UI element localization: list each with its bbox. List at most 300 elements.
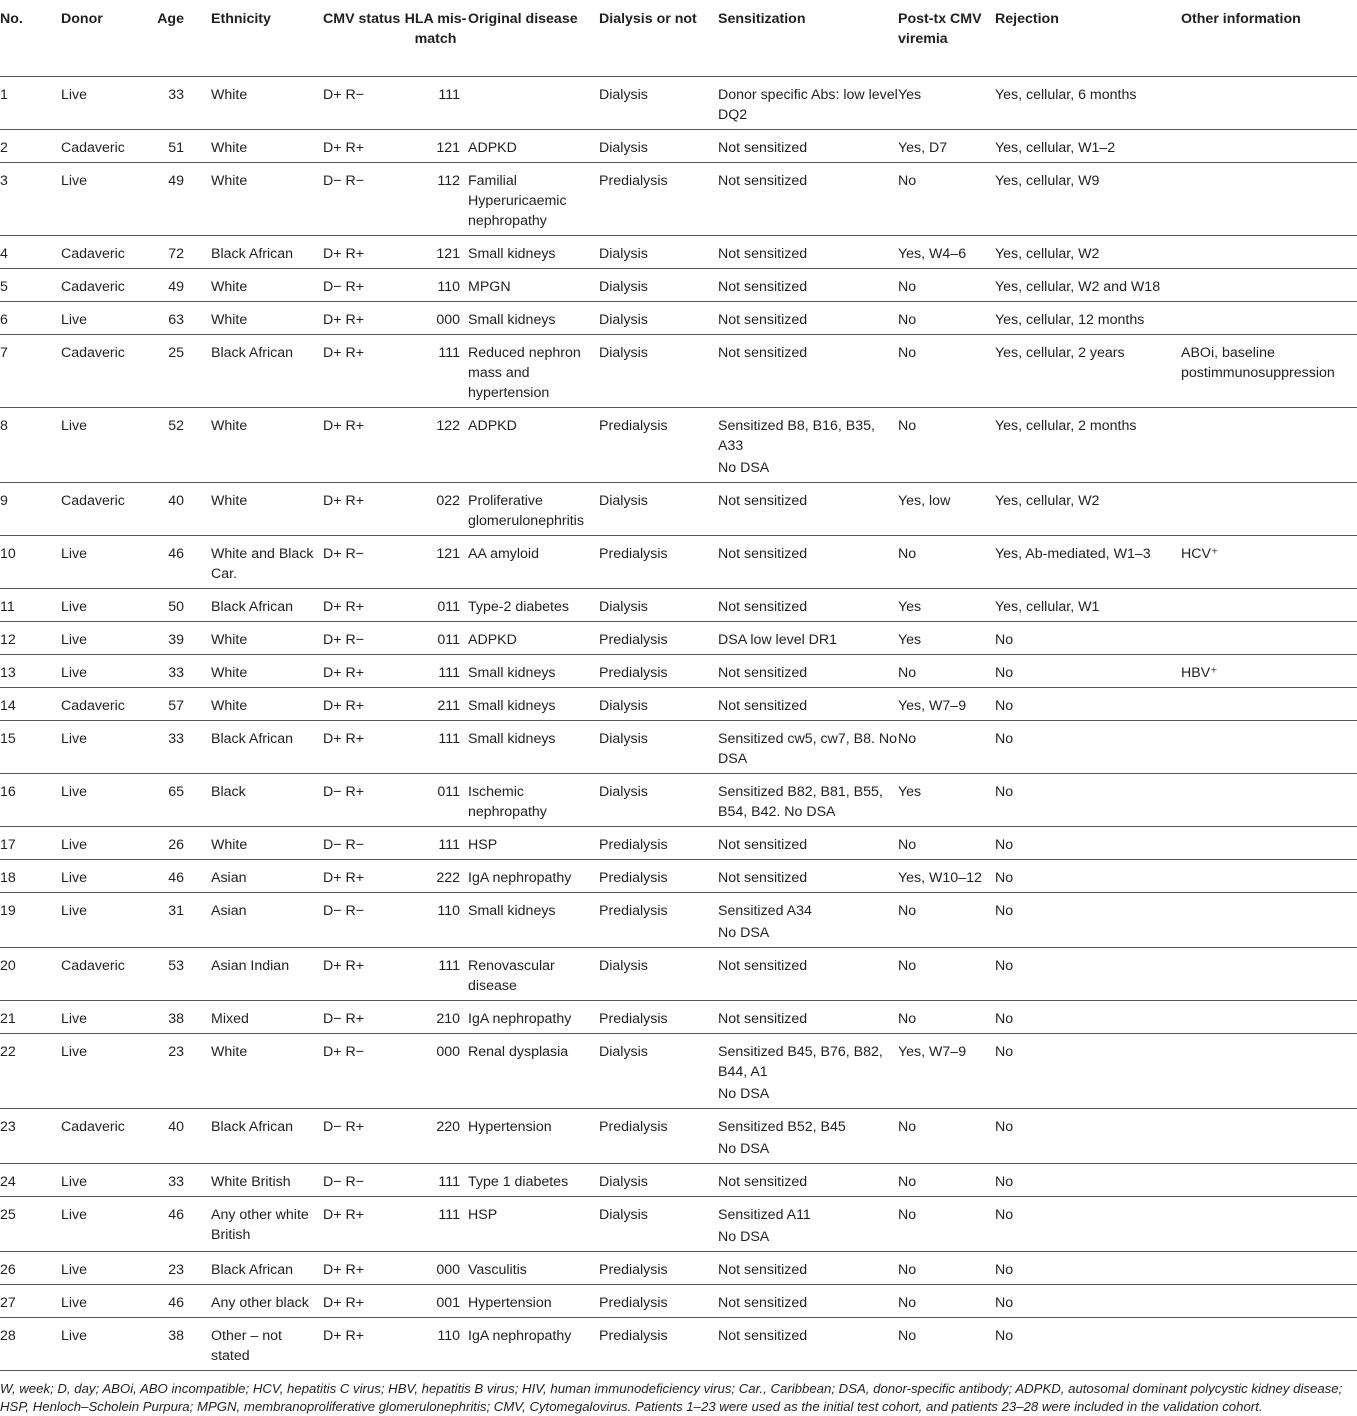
cell-no: 15 [0, 720, 61, 773]
cell-donor: Live [61, 654, 144, 687]
sensitization-text: Not sensitized [718, 278, 808, 295]
sensitization-text: Not sensitized [718, 1327, 808, 1344]
cell-ethnicity: Black African [211, 1251, 323, 1284]
cell-no: 23 [0, 1108, 61, 1163]
cell-dialysis: Predialysis [599, 1317, 718, 1370]
cell-donor: Live [61, 621, 144, 654]
cell-rejection: Yes, Ab-mediated, W1–3 [995, 535, 1181, 588]
cell-ethnicity: White [211, 129, 323, 162]
sensitization-text: Sensitized A11 [718, 1206, 811, 1223]
table-row [0, 1033, 1357, 1108]
cell-post-tx-cmv-viremia: No [898, 720, 995, 773]
cell-age: 33 [144, 720, 211, 773]
cell-rejection: No [995, 720, 1181, 773]
sensitization-text: Not sensitized [718, 311, 808, 328]
cell-no: 13 [0, 654, 61, 687]
cell-hla-mismatch: 000 [403, 301, 468, 334]
cell-original-disease: Small kidneys [468, 301, 599, 334]
cell-post-tx-cmv-viremia: No [898, 162, 995, 235]
sensitization-text: Sensitized B45, B76, B82, B44, A1 [718, 1043, 883, 1080]
cell-dialysis: Predialysis [599, 1251, 718, 1284]
cell-dialysis: Dialysis [599, 301, 718, 334]
cell-hla-mismatch: 001 [403, 1284, 468, 1317]
table-row [0, 621, 1357, 654]
cell-rejection: Yes, cellular, 2 years [995, 334, 1181, 407]
cell-ethnicity: Asian Indian [211, 947, 323, 1000]
cell-donor: Cadaveric [61, 235, 144, 268]
cell-age: 53 [144, 947, 211, 1000]
cell-donor: Live [61, 1251, 144, 1284]
cell-original-disease: Ischemic nephropathy [468, 773, 599, 826]
cell-original-disease: AA amyloid [468, 535, 599, 588]
cell-dialysis: Predialysis [599, 1284, 718, 1317]
cell-age: 26 [144, 826, 211, 859]
cell-ethnicity: Black African [211, 334, 323, 407]
cell-ethnicity: Black African [211, 588, 323, 621]
cell-sensitization [718, 654, 898, 687]
cell-no: 4 [0, 235, 61, 268]
cell-original-disease: HSP [468, 1196, 599, 1251]
cell-ethnicity: Black African [211, 720, 323, 773]
cell-donor: Live [61, 892, 144, 947]
cell-sensitization [718, 892, 898, 947]
cell-cmv-status: D+ R+ [323, 301, 403, 334]
cell-cmv-status: D+ R+ [323, 407, 403, 482]
cell-age: 46 [144, 1284, 211, 1317]
cell-no: 21 [0, 1000, 61, 1033]
cell-rejection: No [995, 1163, 1181, 1196]
cell-age: 33 [144, 654, 211, 687]
cell-dialysis: Dialysis [599, 1033, 718, 1108]
cell-dialysis: Dialysis [599, 129, 718, 162]
cell-cmv-status: D− R+ [323, 1000, 403, 1033]
cell-age: 46 [144, 1196, 211, 1251]
sensitization-dsa-note: No DSA [718, 924, 770, 941]
cell-sensitization [718, 268, 898, 301]
header-rejection: Rejection [995, 0, 1181, 76]
cell-cmv-status: D− R− [323, 892, 403, 947]
cell-sensitization [718, 535, 898, 588]
cell-other-information: ABOi, baseline postimmunosuppression [1181, 334, 1357, 407]
cell-other-information [1181, 1033, 1357, 1108]
cell-dialysis: Predialysis [599, 859, 718, 892]
cell-ethnicity: White [211, 826, 323, 859]
cell-dialysis: Dialysis [599, 720, 718, 773]
cell-hla-mismatch: 110 [403, 1317, 468, 1370]
sensitization-text: Not sensitized [718, 598, 808, 615]
cell-ethnicity: Mixed [211, 1000, 323, 1033]
table-row [0, 1284, 1357, 1317]
cell-donor: Live [61, 1317, 144, 1370]
cell-original-disease: Type 1 diabetes [468, 1163, 599, 1196]
cell-no: 11 [0, 588, 61, 621]
cell-dialysis: Predialysis [599, 892, 718, 947]
cell-sensitization [718, 588, 898, 621]
sensitization-dsa-note: No DSA [718, 1228, 770, 1245]
cell-age: 40 [144, 482, 211, 535]
cell-hla-mismatch: 111 [403, 334, 468, 407]
cell-other-information [1181, 407, 1357, 482]
table-row [0, 76, 1357, 129]
cell-sensitization [718, 947, 898, 1000]
cell-dialysis: Predialysis [599, 1000, 718, 1033]
cell-post-tx-cmv-viremia: Yes, low [898, 482, 995, 535]
cell-rejection: Yes, cellular, W2 [995, 482, 1181, 535]
cell-post-tx-cmv-viremia: No [898, 1317, 995, 1370]
cell-hla-mismatch: 121 [403, 535, 468, 588]
cell-no: 3 [0, 162, 61, 235]
cell-age: 49 [144, 162, 211, 235]
cell-rejection: No [995, 859, 1181, 892]
cell-cmv-status: D+ R+ [323, 482, 403, 535]
cell-donor: Cadaveric [61, 1108, 144, 1163]
cell-post-tx-cmv-viremia: No [898, 1196, 995, 1251]
sensitization-text: Not sensitized [718, 869, 808, 886]
cell-cmv-status: D+ R+ [323, 687, 403, 720]
cell-other-information [1181, 1284, 1357, 1317]
cell-post-tx-cmv-viremia: No [898, 1108, 995, 1163]
sensitization-dsa-note: No DSA [718, 1085, 770, 1102]
sensitization-text: Not sensitized [718, 344, 808, 361]
table-row [0, 947, 1357, 1000]
cell-hla-mismatch: 111 [403, 720, 468, 773]
cell-rejection: No [995, 1108, 1181, 1163]
table-row [0, 1317, 1357, 1370]
cell-sensitization [718, 1163, 898, 1196]
cell-dialysis: Predialysis [599, 407, 718, 482]
cell-age: 57 [144, 687, 211, 720]
cell-post-tx-cmv-viremia: No [898, 947, 995, 1000]
table-row [0, 588, 1357, 621]
cell-sensitization [718, 235, 898, 268]
cell-ethnicity: White [211, 654, 323, 687]
cell-dialysis: Dialysis [599, 1196, 718, 1251]
cell-other-information [1181, 129, 1357, 162]
cell-no: 19 [0, 892, 61, 947]
cell-post-tx-cmv-viremia: No [898, 1251, 995, 1284]
cell-cmv-status: D− R+ [323, 268, 403, 301]
cell-cmv-status: D− R− [323, 1163, 403, 1196]
cell-rejection: No [995, 654, 1181, 687]
cell-other-information [1181, 1317, 1357, 1370]
cell-dialysis: Dialysis [599, 773, 718, 826]
sensitization-text: Sensitized B8, B16, B35, A33 [718, 417, 875, 454]
cell-post-tx-cmv-viremia: No [898, 654, 995, 687]
header-post-tx-cmv-viremia: Post-tx CMV viremia [898, 0, 995, 76]
cell-ethnicity: White [211, 1033, 323, 1108]
cell-ethnicity: White [211, 162, 323, 235]
cell-cmv-status: D+ R+ [323, 859, 403, 892]
cell-age: 51 [144, 129, 211, 162]
cell-post-tx-cmv-viremia: Yes [898, 773, 995, 826]
table-header [0, 0, 1357, 76]
cell-no: 27 [0, 1284, 61, 1317]
cell-hla-mismatch: 011 [403, 588, 468, 621]
cell-donor: Live [61, 535, 144, 588]
cell-ethnicity: White [211, 407, 323, 482]
cell-original-disease: IgA nephropathy [468, 859, 599, 892]
cell-hla-mismatch: 111 [403, 76, 468, 129]
cell-donor: Live [61, 773, 144, 826]
cell-dialysis: Dialysis [599, 334, 718, 407]
cell-original-disease: Hypertension [468, 1284, 599, 1317]
cell-hla-mismatch: 022 [403, 482, 468, 535]
cell-donor: Live [61, 1284, 144, 1317]
cell-other-information [1181, 1196, 1357, 1251]
cell-rejection: No [995, 1317, 1181, 1370]
cell-sensitization [718, 76, 898, 129]
cell-cmv-status: D+ R− [323, 1033, 403, 1108]
cell-sensitization [718, 773, 898, 826]
sensitization-text: Sensitized A34 [718, 902, 812, 919]
cell-hla-mismatch: 121 [403, 235, 468, 268]
header-row [0, 0, 1357, 76]
cell-sensitization [718, 859, 898, 892]
cell-no: 2 [0, 129, 61, 162]
cell-original-disease: MPGN [468, 268, 599, 301]
cell-hla-mismatch: 111 [403, 947, 468, 1000]
cell-age: 40 [144, 1108, 211, 1163]
table-row [0, 235, 1357, 268]
cell-rejection: No [995, 773, 1181, 826]
cell-age: 25 [144, 334, 211, 407]
cell-original-disease: Small kidneys [468, 892, 599, 947]
table-footnote: W, week; D, day; ABOi, ABO incompatible; HCV, hepatitis C virus; HBV, hepatitis B virus; HIV, human immunodeficiency virus; Car., Caribbean; DSA, donor-specific antibody; ADPKD, autosomal dominant polycystic kidney disease; HSP, Henloch–Scholein Purpura; MPGN, membranoproliferative glomerulonephritis; CMV, Cytomegalovirus. Patients 1–23 were used as the initial test cohort, and patients 23–28 were included in the validation cohort. [0, 1380, 1343, 1414]
cell-age: 50 [144, 588, 211, 621]
cell-cmv-status: D− R+ [323, 1108, 403, 1163]
header-sensitization: Sensitization [718, 0, 898, 76]
table-row [0, 1000, 1357, 1033]
cell-other-information [1181, 268, 1357, 301]
cell-other-information [1181, 1000, 1357, 1033]
cell-no: 12 [0, 621, 61, 654]
cell-post-tx-cmv-viremia: No [898, 826, 995, 859]
sensitization-text: Sensitized B82, B81, B55, B54, B42. No DSA [718, 783, 883, 820]
cell-post-tx-cmv-viremia: Yes [898, 76, 995, 129]
cell-hla-mismatch: 112 [403, 162, 468, 235]
cell-sensitization [718, 301, 898, 334]
cell-cmv-status: D+ R+ [323, 588, 403, 621]
cell-ethnicity: Asian [211, 859, 323, 892]
cell-other-information [1181, 235, 1357, 268]
cell-original-disease: Renal dysplasia [468, 1033, 599, 1108]
cell-rejection: No [995, 1251, 1181, 1284]
sensitization-text: Not sensitized [718, 139, 808, 156]
cell-cmv-status: D− R− [323, 826, 403, 859]
cell-cmv-status: D+ R− [323, 76, 403, 129]
cell-no: 5 [0, 268, 61, 301]
table-row [0, 1108, 1357, 1163]
cell-donor: Live [61, 407, 144, 482]
cell-original-disease: Proliferative glomerulonephritis [468, 482, 599, 535]
table-row [0, 482, 1357, 535]
cell-ethnicity: White [211, 621, 323, 654]
sensitization-text: Donor specific Abs: low level DQ2 [718, 86, 898, 123]
cell-original-disease: Small kidneys [468, 654, 599, 687]
table-row [0, 687, 1357, 720]
sensitization-text: Not sensitized [718, 697, 808, 714]
cell-donor: Live [61, 1196, 144, 1251]
cell-age: 33 [144, 1163, 211, 1196]
cell-rejection: Yes, cellular, 6 months [995, 76, 1181, 129]
cell-other-information [1181, 1163, 1357, 1196]
sensitization-text: Not sensitized [718, 245, 808, 262]
cell-original-disease [468, 76, 599, 129]
cell-other-information [1181, 859, 1357, 892]
cell-cmv-status: D+ R+ [323, 1251, 403, 1284]
table-row [0, 773, 1357, 826]
cell-original-disease: ADPKD [468, 621, 599, 654]
table-body [0, 76, 1357, 1370]
cell-original-disease: Type-2 diabetes [468, 588, 599, 621]
cell-sensitization [718, 1000, 898, 1033]
cell-original-disease: Hypertension [468, 1108, 599, 1163]
table-row [0, 859, 1357, 892]
cell-other-information [1181, 826, 1357, 859]
cell-post-tx-cmv-viremia: No [898, 268, 995, 301]
table-row [0, 535, 1357, 588]
cell-hla-mismatch: 111 [403, 826, 468, 859]
cell-age: 39 [144, 621, 211, 654]
cell-age: 38 [144, 1000, 211, 1033]
cell-other-information [1181, 687, 1357, 720]
cell-rejection: No [995, 687, 1181, 720]
cell-donor: Cadaveric [61, 482, 144, 535]
cell-rejection: No [995, 1000, 1181, 1033]
cell-post-tx-cmv-viremia: No [898, 1284, 995, 1317]
sensitization-text: Sensitized B52, B45 [718, 1118, 846, 1135]
cell-ethnicity: White [211, 687, 323, 720]
cell-other-information [1181, 482, 1357, 535]
cell-rejection: No [995, 621, 1181, 654]
table-row [0, 654, 1357, 687]
cell-ethnicity: Black African [211, 235, 323, 268]
cell-donor: Cadaveric [61, 687, 144, 720]
cell-original-disease: Familial Hyperuricaemic nephropathy [468, 162, 599, 235]
cell-sensitization [718, 826, 898, 859]
cell-age: 23 [144, 1251, 211, 1284]
cell-age: 72 [144, 235, 211, 268]
cell-other-information [1181, 892, 1357, 947]
cell-original-disease: Renovascular disease [468, 947, 599, 1000]
cell-post-tx-cmv-viremia: Yes, W7–9 [898, 1033, 995, 1108]
table-row [0, 892, 1357, 947]
cell-ethnicity: Any other white British [211, 1196, 323, 1251]
table-row [0, 1196, 1357, 1251]
cell-cmv-status: D+ R− [323, 621, 403, 654]
cell-sensitization [718, 1251, 898, 1284]
cell-original-disease: ADPKD [468, 129, 599, 162]
sensitization-text: Not sensitized [718, 836, 808, 853]
cell-age: 49 [144, 268, 211, 301]
cell-age: 63 [144, 301, 211, 334]
cell-hla-mismatch: 111 [403, 654, 468, 687]
cell-donor: Live [61, 1033, 144, 1108]
sensitization-text: Not sensitized [718, 545, 808, 562]
cell-dialysis: Dialysis [599, 482, 718, 535]
cell-cmv-status: D+ R+ [323, 129, 403, 162]
cell-age: 31 [144, 892, 211, 947]
cell-sensitization [718, 687, 898, 720]
cell-rejection: Yes, cellular, 12 months [995, 301, 1181, 334]
cell-original-disease: Small kidneys [468, 720, 599, 773]
cell-no: 18 [0, 859, 61, 892]
cell-no: 20 [0, 947, 61, 1000]
cell-hla-mismatch: 110 [403, 268, 468, 301]
cell-original-disease: IgA nephropathy [468, 1317, 599, 1370]
cell-hla-mismatch: 211 [403, 687, 468, 720]
cell-hla-mismatch: 011 [403, 773, 468, 826]
cell-hla-mismatch: 220 [403, 1108, 468, 1163]
header-cmv-status: CMV status [323, 0, 403, 76]
sensitization-text: Not sensitized [718, 957, 808, 974]
cell-donor: Live [61, 76, 144, 129]
cell-post-tx-cmv-viremia: No [898, 1000, 995, 1033]
cell-donor: Live [61, 1000, 144, 1033]
cell-other-information [1181, 76, 1357, 129]
cell-hla-mismatch: 111 [403, 1196, 468, 1251]
cell-other-information [1181, 1251, 1357, 1284]
cell-donor: Live [61, 826, 144, 859]
cell-sensitization [718, 334, 898, 407]
cell-no: 24 [0, 1163, 61, 1196]
cell-other-information: HCV⁺ [1181, 535, 1357, 588]
cell-donor: Live [61, 162, 144, 235]
cell-original-disease: Reduced nephron mass and hypertension [468, 334, 599, 407]
cell-no: 7 [0, 334, 61, 407]
table-row [0, 301, 1357, 334]
sensitization-text: Not sensitized [718, 492, 808, 509]
cell-dialysis: Dialysis [599, 268, 718, 301]
cell-other-information [1181, 947, 1357, 1000]
header-no: No. [0, 0, 61, 76]
cell-post-tx-cmv-viremia: Yes, D7 [898, 129, 995, 162]
header-dialysis: Dialysis or not [599, 0, 718, 76]
cell-dialysis: Dialysis [599, 1163, 718, 1196]
cell-dialysis: Dialysis [599, 235, 718, 268]
cell-post-tx-cmv-viremia: No [898, 407, 995, 482]
cell-cmv-status: D+ R+ [323, 1284, 403, 1317]
cell-dialysis: Dialysis [599, 76, 718, 129]
cell-sensitization [718, 1317, 898, 1370]
cell-sensitization [718, 407, 898, 482]
cell-cmv-status: D+ R+ [323, 947, 403, 1000]
cell-original-disease: ADPKD [468, 407, 599, 482]
cell-dialysis: Dialysis [599, 687, 718, 720]
cell-ethnicity: White [211, 301, 323, 334]
cell-cmv-status: D− R+ [323, 773, 403, 826]
cell-donor: Cadaveric [61, 334, 144, 407]
cell-original-disease: Vasculitis [468, 1251, 599, 1284]
cell-cmv-status: D+ R+ [323, 235, 403, 268]
cell-post-tx-cmv-viremia: No [898, 301, 995, 334]
cell-post-tx-cmv-viremia: No [898, 535, 995, 588]
cell-dialysis: Dialysis [599, 588, 718, 621]
cell-sensitization [718, 162, 898, 235]
cell-original-disease: Small kidneys [468, 235, 599, 268]
cell-no: 22 [0, 1033, 61, 1108]
table-row [0, 826, 1357, 859]
cell-rejection: No [995, 892, 1181, 947]
cell-sensitization [718, 1033, 898, 1108]
cell-post-tx-cmv-viremia: No [898, 1163, 995, 1196]
cell-hla-mismatch: 000 [403, 1033, 468, 1108]
cell-ethnicity: Any other black [211, 1284, 323, 1317]
sensitization-text: Sensitized cw5, cw7, B8. No DSA [718, 730, 897, 767]
cell-original-disease: Small kidneys [468, 687, 599, 720]
sensitization-dsa-note: No DSA [718, 1140, 770, 1157]
header-ethnicity: Ethnicity [211, 0, 323, 76]
